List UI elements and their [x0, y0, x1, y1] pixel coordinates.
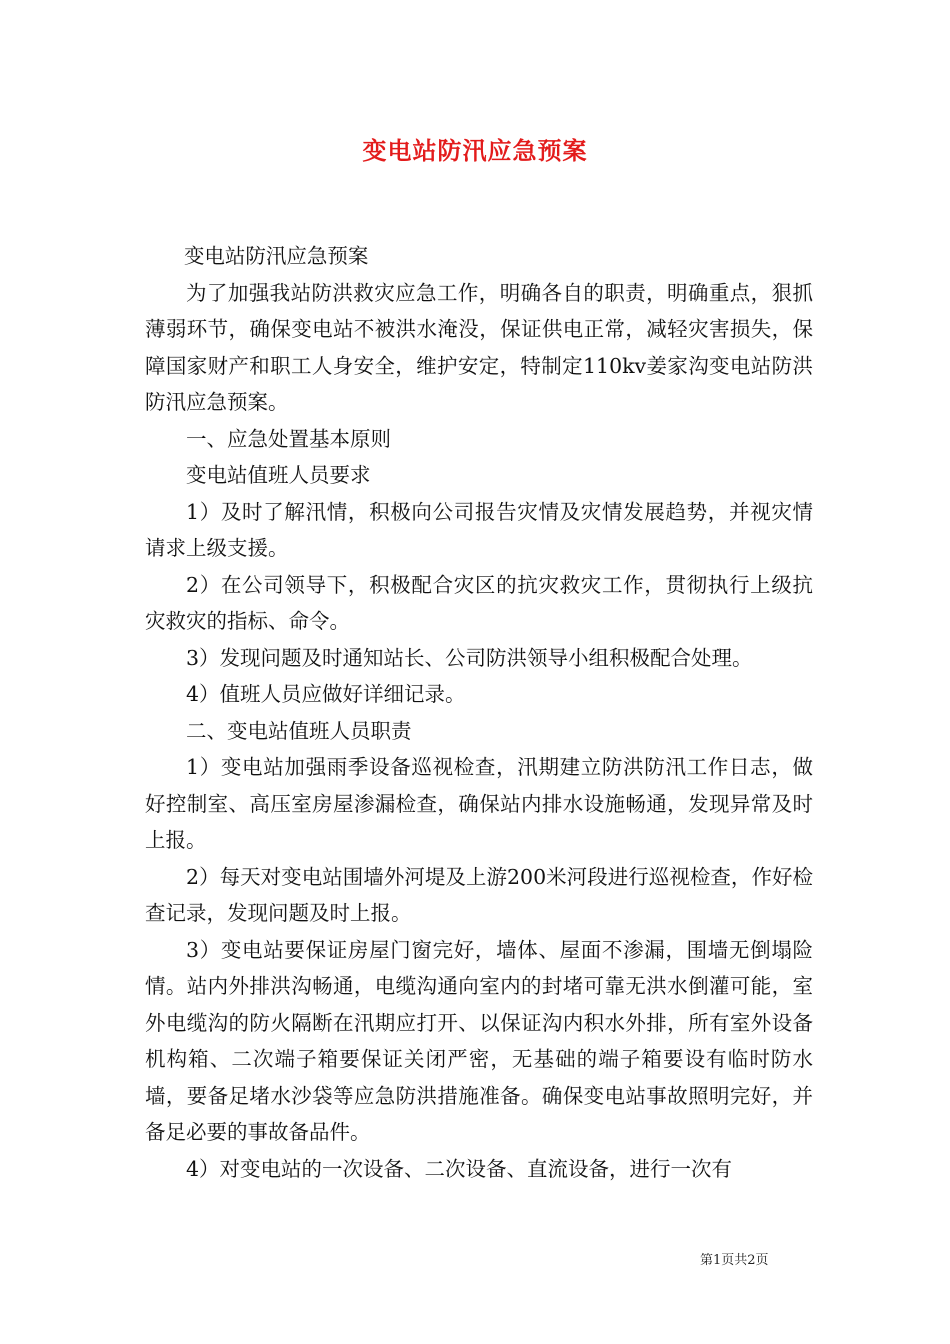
list-item: 1）变电站加强雨季设备巡视检查，汛期建立防洪防汛工作日志，做好控制室、高压室房屋渗漏检查，确保站内排水设施畅通，发现异常及时上报。 [145, 755, 813, 852]
list-item: 1）及时了解汛情，积极向公司报告灾情及灾情发展趋势，并视灾情请求上级支援。 [145, 499, 813, 560]
list-item: 2）在公司领导下，积极配合灾区的抗灾救灾工作，贯彻执行上级抗灾救灾的指标、命令。 [145, 572, 813, 633]
page-indicator: 第1页共2页 [700, 1253, 769, 1268]
list-item: 2）每天对变电站围墙外河堤及上游200米河段进行巡视检查，作好检查记录，发现问题及时上报。 [145, 864, 813, 925]
list-item: 4）对变电站的一次设备、二次设备、直流设备，进行一次有 [186, 1156, 733, 1181]
list-item: 3）变电站要保证房屋门窗完好，墙体、屋面不渗漏，围墙无倒塌险情。站内外排洪沟畅通，电缆沟通向室内的封堵可靠无洪水倒灌可能，室外电缆沟的防火隔断在汛期应打开、以保证沟内积水外排，所有室外设备机构箱、二次端子箱要保证关闭严密，无基础的端子箱要设有临时防水墙，要备足堵水沙袋等应急防洪措施准备。确保变电站事故照明完好，并备足必要的事故备品件。 [145, 937, 813, 1144]
section-heading-principles: 一、应急处置基本原则 [186, 426, 391, 451]
list-item: 4）值班人员应做好详细记录。 [186, 682, 466, 706]
intro-paragraph: 为了加强我站防洪救灾应急工作，明确各自的职责，明确重点，狠抓薄弱环节，确保变电站不被洪水淹没，保证供电正常，减轻灾害损失，保障国家财产和职工人身安全，维护安定，特制定110kv姜家沟变电站防洪防汛应急预案。 [145, 280, 813, 414]
list-item: 3）发现问题及时通知站长、公司防洪领导小组积极配合处理。 [186, 645, 753, 670]
subheading-duty-staff-requirements: 变电站值班人员要求 [186, 463, 371, 487]
subtitle-paragraph: 变电站防汛应急预案 [183, 244, 369, 268]
document-body [145, 238, 813, 1187]
section-heading-responsibilities: 二、变电站值班人员职责 [186, 718, 412, 743]
document-title: 变电站防汛应急预案 [362, 136, 588, 165]
